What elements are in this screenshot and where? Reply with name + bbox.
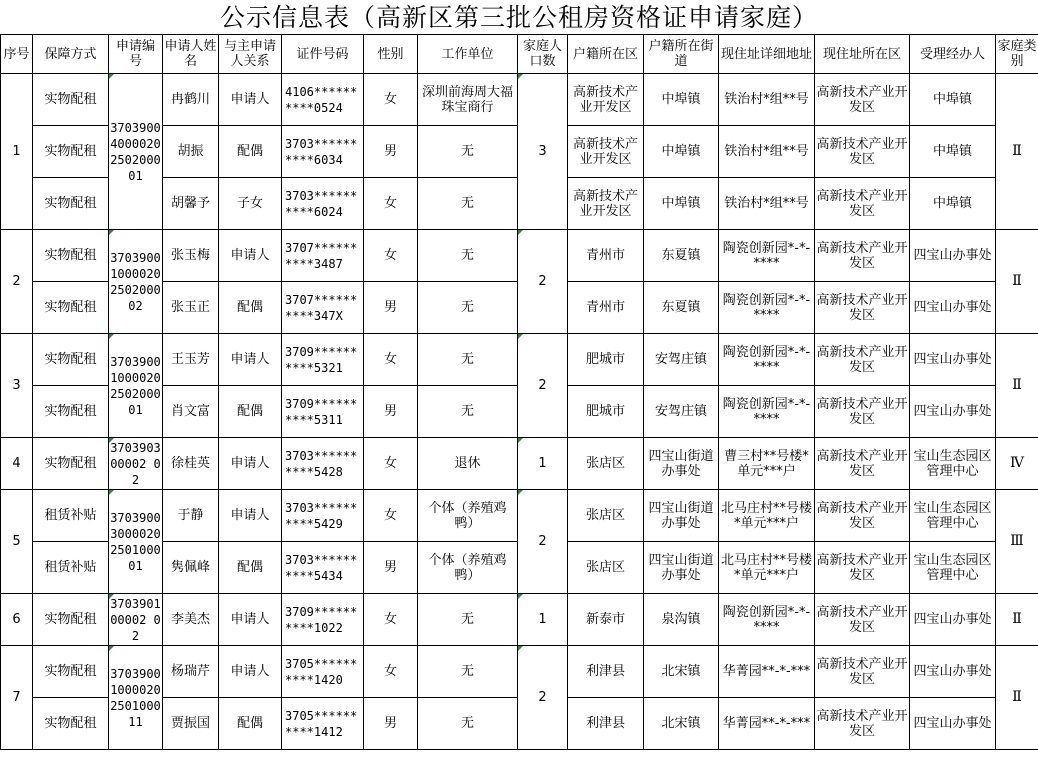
cell-size: 2 (518, 334, 568, 438)
cell-work: 无 (418, 646, 518, 698)
cell-address: 华菁园**-*-*** (719, 646, 815, 698)
cell-id: 3703**********5434 (282, 542, 364, 594)
cell-size: 3 (518, 74, 568, 230)
cell-cur-district: 高新技术产业开发区 (815, 74, 910, 126)
cell-sex: 男 (364, 698, 418, 750)
cell-address: 铁治村*组**号 (719, 74, 815, 126)
cell-district: 高新技术产业开发区 (568, 126, 644, 178)
cell-app-no: 3703900400002025020000​1 (109, 74, 163, 230)
cell-id: 3709**********5321 (282, 334, 364, 386)
cell-district: 高新技术产业开发区 (568, 74, 644, 126)
cell-street: 泉沟镇 (644, 594, 719, 646)
comment-marker (109, 334, 114, 339)
cell-street: 中埠镇 (644, 74, 719, 126)
cell-mode: 租赁补贴 (33, 490, 109, 542)
cell-mode: 实物配租 (33, 126, 109, 178)
header-app-no: 申请编号 (109, 35, 163, 74)
cell-category: Ⅱ (996, 230, 1038, 334)
header-sex: 性别 (364, 35, 418, 74)
comment-marker (109, 230, 114, 235)
header-district: 户籍所在区 (568, 35, 644, 74)
cell-relation: 配偶 (219, 542, 282, 594)
header-seq: 序号 (1, 35, 33, 74)
cell-id: 3707**********347X (282, 282, 364, 334)
cell-name: 张玉梅 (163, 230, 219, 282)
cell-id: 3709**********5311 (282, 386, 364, 438)
cell-street: 四宝山街道办事处 (644, 490, 719, 542)
cell-work: 深圳前海周大福珠宝商行 (418, 74, 518, 126)
cell-size: 2 (518, 230, 568, 334)
cell-id: 3705**********1412 (282, 698, 364, 750)
cell-handler: 宝山生态园区管理中心 (910, 438, 996, 490)
cell-seq: 3 (1, 334, 33, 438)
cell-address: 华菁园**-*-*** (719, 698, 815, 750)
cell-category: Ⅱ (996, 74, 1038, 230)
cell-street: 北宋镇 (644, 698, 719, 750)
cell-cur-district: 高新技术产业开发区 (815, 698, 910, 750)
table-row (1, 334, 1038, 386)
cell-handler: 宝山生态园区管理中心 (910, 490, 996, 542)
cell-street: 北宋镇 (644, 646, 719, 698)
cell-district: 张店区 (568, 542, 644, 594)
cell-work: 无 (418, 334, 518, 386)
cell-handler: 四宝山办事处 (910, 334, 996, 386)
cell-seq: 4 (1, 438, 33, 490)
header-category: 家庭类别 (996, 35, 1038, 74)
comment-marker (518, 230, 523, 235)
cell-category: Ⅱ (996, 646, 1038, 750)
cell-name: 徐桂英 (163, 438, 219, 490)
cell-street: 安驾庄镇 (644, 386, 719, 438)
cell-address: 铁治村*组**号 (719, 126, 815, 178)
cell-work: 退休 (418, 438, 518, 490)
cell-name: 于静 (163, 490, 219, 542)
cell-relation: 申请人 (219, 74, 282, 126)
cell-name: 李美杰 (163, 594, 219, 646)
cell-handler: 中埠镇 (910, 126, 996, 178)
cell-address: 北马庄村**号楼*单元***户 (719, 542, 815, 594)
cell-mode: 实物配租 (33, 334, 109, 386)
cell-district: 青州市 (568, 230, 644, 282)
cell-mode: 实物配租 (33, 646, 109, 698)
cell-name: 胡馨予 (163, 178, 219, 230)
cell-work: 无 (418, 126, 518, 178)
header-handler: 受理经办人 (910, 35, 996, 74)
cell-cur-district: 高新技术产业开发区 (815, 282, 910, 334)
cell-id: 3709**********1022 (282, 594, 364, 646)
cell-street: 安驾庄镇 (644, 334, 719, 386)
cell-cur-district: 高新技术产业开发区 (815, 334, 910, 386)
cell-district: 利津县 (568, 646, 644, 698)
cell-handler: 宝山生态园区管理中心 (910, 542, 996, 594)
cell-street: 四宝山街道办事处 (644, 542, 719, 594)
table-body (1, 74, 1038, 750)
cell-cur-district: 高新技术产业开发区 (815, 646, 910, 698)
table-row (1, 74, 1038, 126)
cell-handler: 四宝山办事处 (910, 698, 996, 750)
cell-cur-district: 高新技术产业开发区 (815, 542, 910, 594)
table-row (1, 490, 1038, 542)
cell-relation: 申请人 (219, 594, 282, 646)
cell-id: 3703**********6024 (282, 178, 364, 230)
header-id: 证件号码 (282, 35, 364, 74)
cell-app-no: 370390300002 02 (109, 438, 163, 490)
cell-mode: 实物配租 (33, 698, 109, 750)
cell-seq: 2 (1, 230, 33, 334)
table-row (1, 438, 1038, 490)
cell-sex: 女 (364, 646, 418, 698)
cell-sex: 女 (364, 74, 418, 126)
cell-cur-district: 高新技术产业开发区 (815, 438, 910, 490)
cell-app-no: 37039001000020250200001 (109, 334, 163, 438)
comment-marker (518, 646, 523, 651)
cell-category: Ⅳ (996, 438, 1038, 490)
cell-address: 陶瓷创新园*-*-**** (719, 386, 815, 438)
cell-handler: 四宝山办事处 (910, 646, 996, 698)
cell-relation: 子女 (219, 178, 282, 230)
table-row (1, 230, 1038, 282)
comment-marker (109, 646, 114, 651)
cell-size: 1 (518, 594, 568, 646)
cell-category: Ⅱ (996, 594, 1038, 646)
cell-address: 陶瓷创新园*-*-**** (719, 230, 815, 282)
cell-work: 个体（养殖鸡鸭） (418, 542, 518, 594)
cell-address: 曹三村**号楼*单元***户 (719, 438, 815, 490)
cell-name: 胡振 (163, 126, 219, 178)
cell-work: 无 (418, 594, 518, 646)
cell-cur-district: 高新技术产业开发区 (815, 490, 910, 542)
cell-district: 利津县 (568, 698, 644, 750)
cell-name: 贾振国 (163, 698, 219, 750)
cell-sex: 女 (364, 334, 418, 386)
cell-cur-district: 高新技术产业开发区 (815, 230, 910, 282)
header-relation: 与主申请人关系 (219, 35, 282, 74)
cell-relation: 配偶 (219, 282, 282, 334)
cell-relation: 申请人 (219, 646, 282, 698)
cell-category: Ⅲ (996, 490, 1038, 594)
cell-street: 中埠镇 (644, 126, 719, 178)
cell-cur-district: 高新技术产业开发区 (815, 126, 910, 178)
cell-seq: 6 (1, 594, 33, 646)
cell-address: 陶瓷创新园*-*-**** (719, 282, 815, 334)
cell-sex: 女 (364, 178, 418, 230)
header-mode: 保障方式 (33, 35, 109, 74)
cell-mode: 实物配租 (33, 74, 109, 126)
cell-mode: 实物配租 (33, 438, 109, 490)
cell-relation: 申请人 (219, 490, 282, 542)
cell-street: 四宝山街道办事处 (644, 438, 719, 490)
cell-district: 肥城市 (568, 386, 644, 438)
comment-marker (518, 74, 523, 79)
cell-seq: 5 (1, 490, 33, 594)
cell-mode: 实物配租 (33, 594, 109, 646)
cell-relation: 配偶 (219, 698, 282, 750)
cell-mode: 实物配租 (33, 230, 109, 282)
cell-cur-district: 高新技术产业开发区 (815, 178, 910, 230)
header-street: 户籍所在街道 (644, 35, 719, 74)
comment-marker (109, 74, 114, 79)
cell-sex: 女 (364, 230, 418, 282)
cell-address: 陶瓷创新园*-*-**** (719, 594, 815, 646)
cell-mode: 租赁补贴 (33, 542, 109, 594)
cell-seq: 1 (1, 74, 33, 230)
cell-cur-district: 高新技术产业开发区 (815, 594, 910, 646)
cell-name: 王玉芳 (163, 334, 219, 386)
cell-id: 3705**********1420 (282, 646, 364, 698)
cell-app-no: 37039003000020250100001 (109, 490, 163, 594)
comment-marker (109, 438, 114, 443)
cell-relation: 申请人 (219, 438, 282, 490)
cell-id: 3703**********5429 (282, 490, 364, 542)
cell-name: 隽佩峰 (163, 542, 219, 594)
cell-handler: 四宝山办事处 (910, 386, 996, 438)
cell-size: 1 (518, 438, 568, 490)
cell-work: 无 (418, 282, 518, 334)
cell-id: 3707**********3487 (282, 230, 364, 282)
cell-id: 3703**********6034 (282, 126, 364, 178)
header-address: 现住址详细地址 (719, 35, 815, 74)
cell-handler: 四宝山办事处 (910, 282, 996, 334)
table-row (1, 594, 1038, 646)
header-work: 工作单位 (418, 35, 518, 74)
cell-handler: 中埠镇 (910, 178, 996, 230)
header-size: 家庭人口数 (518, 35, 568, 74)
cell-district: 青州市 (568, 282, 644, 334)
cell-id: 4106**********0524 (282, 74, 364, 126)
cell-size: 2 (518, 490, 568, 594)
cell-name: 肖文富 (163, 386, 219, 438)
cell-relation: 配偶 (219, 386, 282, 438)
comment-marker (518, 334, 523, 339)
cell-sex: 男 (364, 542, 418, 594)
cell-street: 中埠镇 (644, 178, 719, 230)
cell-street: 东夏镇 (644, 282, 719, 334)
cell-address: 北马庄村**号楼*单元***户 (719, 490, 815, 542)
cell-size: 2 (518, 646, 568, 750)
cell-address: 陶瓷创新园*-*-**** (719, 334, 815, 386)
cell-district: 张店区 (568, 438, 644, 490)
table-row (1, 646, 1038, 698)
cell-sex: 女 (364, 594, 418, 646)
cell-handler: 四宝山办事处 (910, 230, 996, 282)
cell-name: 冉鹤川 (163, 74, 219, 126)
cell-work: 无 (418, 698, 518, 750)
cell-work: 无 (418, 386, 518, 438)
comment-marker (518, 438, 523, 443)
cell-relation: 配偶 (219, 126, 282, 178)
header-cur-district: 现住址所在区 (815, 35, 910, 74)
cell-app-no: 37039001000020250200002 (109, 230, 163, 334)
cell-category: Ⅱ (996, 334, 1038, 438)
cell-work: 无 (418, 230, 518, 282)
cell-mode: 实物配租 (33, 178, 109, 230)
cell-relation: 申请人 (219, 334, 282, 386)
cell-name: 张玉正 (163, 282, 219, 334)
cell-district: 新泰市 (568, 594, 644, 646)
applicant-table (0, 34, 1038, 750)
cell-street: 东夏镇 (644, 230, 719, 282)
cell-id: 3703**********5428 (282, 438, 364, 490)
comment-marker (109, 490, 114, 495)
cell-sex: 男 (364, 386, 418, 438)
cell-app-no: 370390100002 02 (109, 594, 163, 646)
cell-sex: 男 (364, 126, 418, 178)
comment-marker (518, 490, 523, 495)
cell-handler: 中埠镇 (910, 74, 996, 126)
cell-app-no: 37039001000020250100011 (109, 646, 163, 750)
cell-sex: 女 (364, 438, 418, 490)
cell-handler: 四宝山办事处 (910, 594, 996, 646)
page-title: 公示信息表（高新区第三批公租房资格证申请家庭） (219, 3, 818, 32)
cell-relation: 申请人 (219, 230, 282, 282)
comment-marker (109, 594, 114, 599)
cell-cur-district: 高新技术产业开发区 (815, 386, 910, 438)
cell-seq: 7 (1, 646, 33, 750)
cell-sex: 女 (364, 490, 418, 542)
cell-district: 高新技术产业开发区 (568, 178, 644, 230)
cell-work: 无 (418, 178, 518, 230)
cell-work: 个体（养殖鸡鸭） (418, 490, 518, 542)
header-name: 申请人姓名 (163, 35, 219, 74)
cell-name: 杨瑞芹 (163, 646, 219, 698)
header-row (1, 35, 1038, 74)
cell-district: 肥城市 (568, 334, 644, 386)
cell-mode: 实物配租 (33, 282, 109, 334)
cell-sex: 男 (364, 282, 418, 334)
cell-mode: 实物配租 (33, 386, 109, 438)
cell-district: 张店区 (568, 490, 644, 542)
cell-address: 铁治村*组**号 (719, 178, 815, 230)
comment-marker (518, 594, 523, 599)
